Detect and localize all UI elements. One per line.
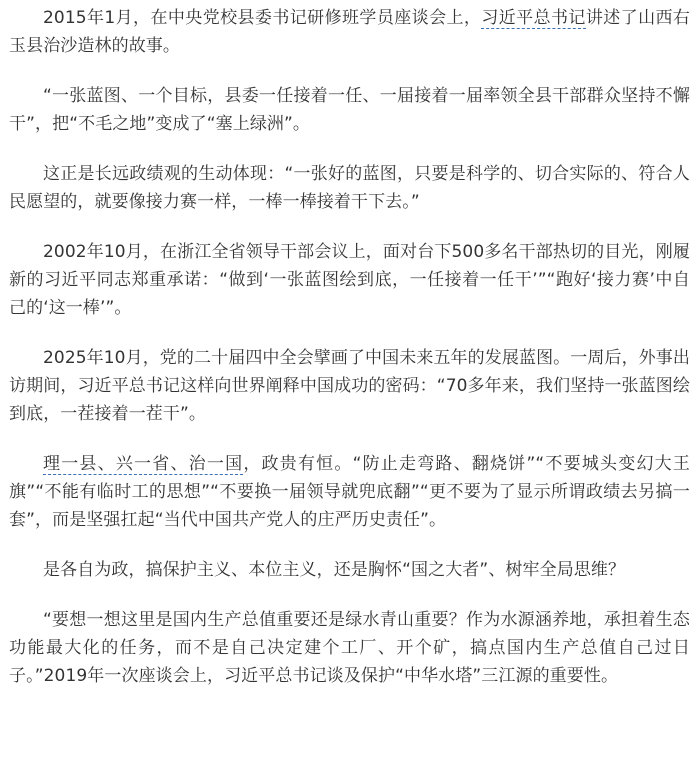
- paragraph-7: 是各自为政，搞保护主义、本位主义，还是胸怀“国之大者”、树牢全局思维？: [43, 560, 626, 580]
- paragraph-5: 2025年10月，党的二十届四中全会擘画了中国未来五年的发展蓝图。一周后，外事出访期间，习近平总书记这样向世界阐释中国成功的密码：“70多年来，我们坚持一张蓝图绘到底，一茬接着一茬干”。: [9, 348, 690, 424]
- paragraph-1-text-after: 讲述了山西右玉县治沙造林的故事。: [9, 8, 690, 56]
- paragraph-8: “要想一想这里是国内生产总值重要还是绿水青山重要？作为水源涵养地，承担着生态功能最大化的任务，而不是自己决定建个工厂、开个矿，搞点国内生产总值自己过日子。”2019年一次座谈会上，习近平总书记谈及保护“中华水塔”三江源的重要性。: [9, 610, 690, 686]
- paragraph-4: 2002年10月，在浙江全省领导干部会议上，面对台下500多名干部热切的目光，刚履新的习近平同志郑重承诺：“做到‘一张蓝图绘到底，一任接着一任干’”“跑好‘接力赛’中自己的‘这一棒’”。: [9, 242, 690, 318]
- paragraph-6-text-after: ，政贵有恒。“防止走弯路、翻烧饼”“不要城头变幻大王旗”“不能有临时工的思想”“不要换一届领导就兜底翻”“更不要为了显示所谓政绩去另搞一套”，而是坚强扛起“当代中国共产党人的庄严历史责任”。: [9, 454, 690, 530]
- paragraph-3: 这正是长远政绩观的生动体现：“一张好的蓝图，只要是科学的、切合实际的、符合人民愿望的，就要像接力赛一样，一棒一棒接着干下去。”: [9, 164, 690, 212]
- paragraph-1-text-before: 2015年1月，在中央党校县委书记研修班学员座谈会上，: [43, 8, 482, 28]
- paragraph-6: [9, 450, 690, 534]
- keyword-link-governance[interactable]: 理一县、兴一省、治一国: [43, 454, 244, 474]
- paragraph-1: [9, 4, 690, 60]
- keyword-link-xi-jinping[interactable]: 习近平总书记: [481, 8, 586, 28]
- paragraph-2: “一张蓝图、一个目标，县委一任接着一任、一届接着一届率领全县干部群众坚持不懈干”，把“不毛之地”变成了“塞上绿洲”。: [9, 86, 690, 134]
